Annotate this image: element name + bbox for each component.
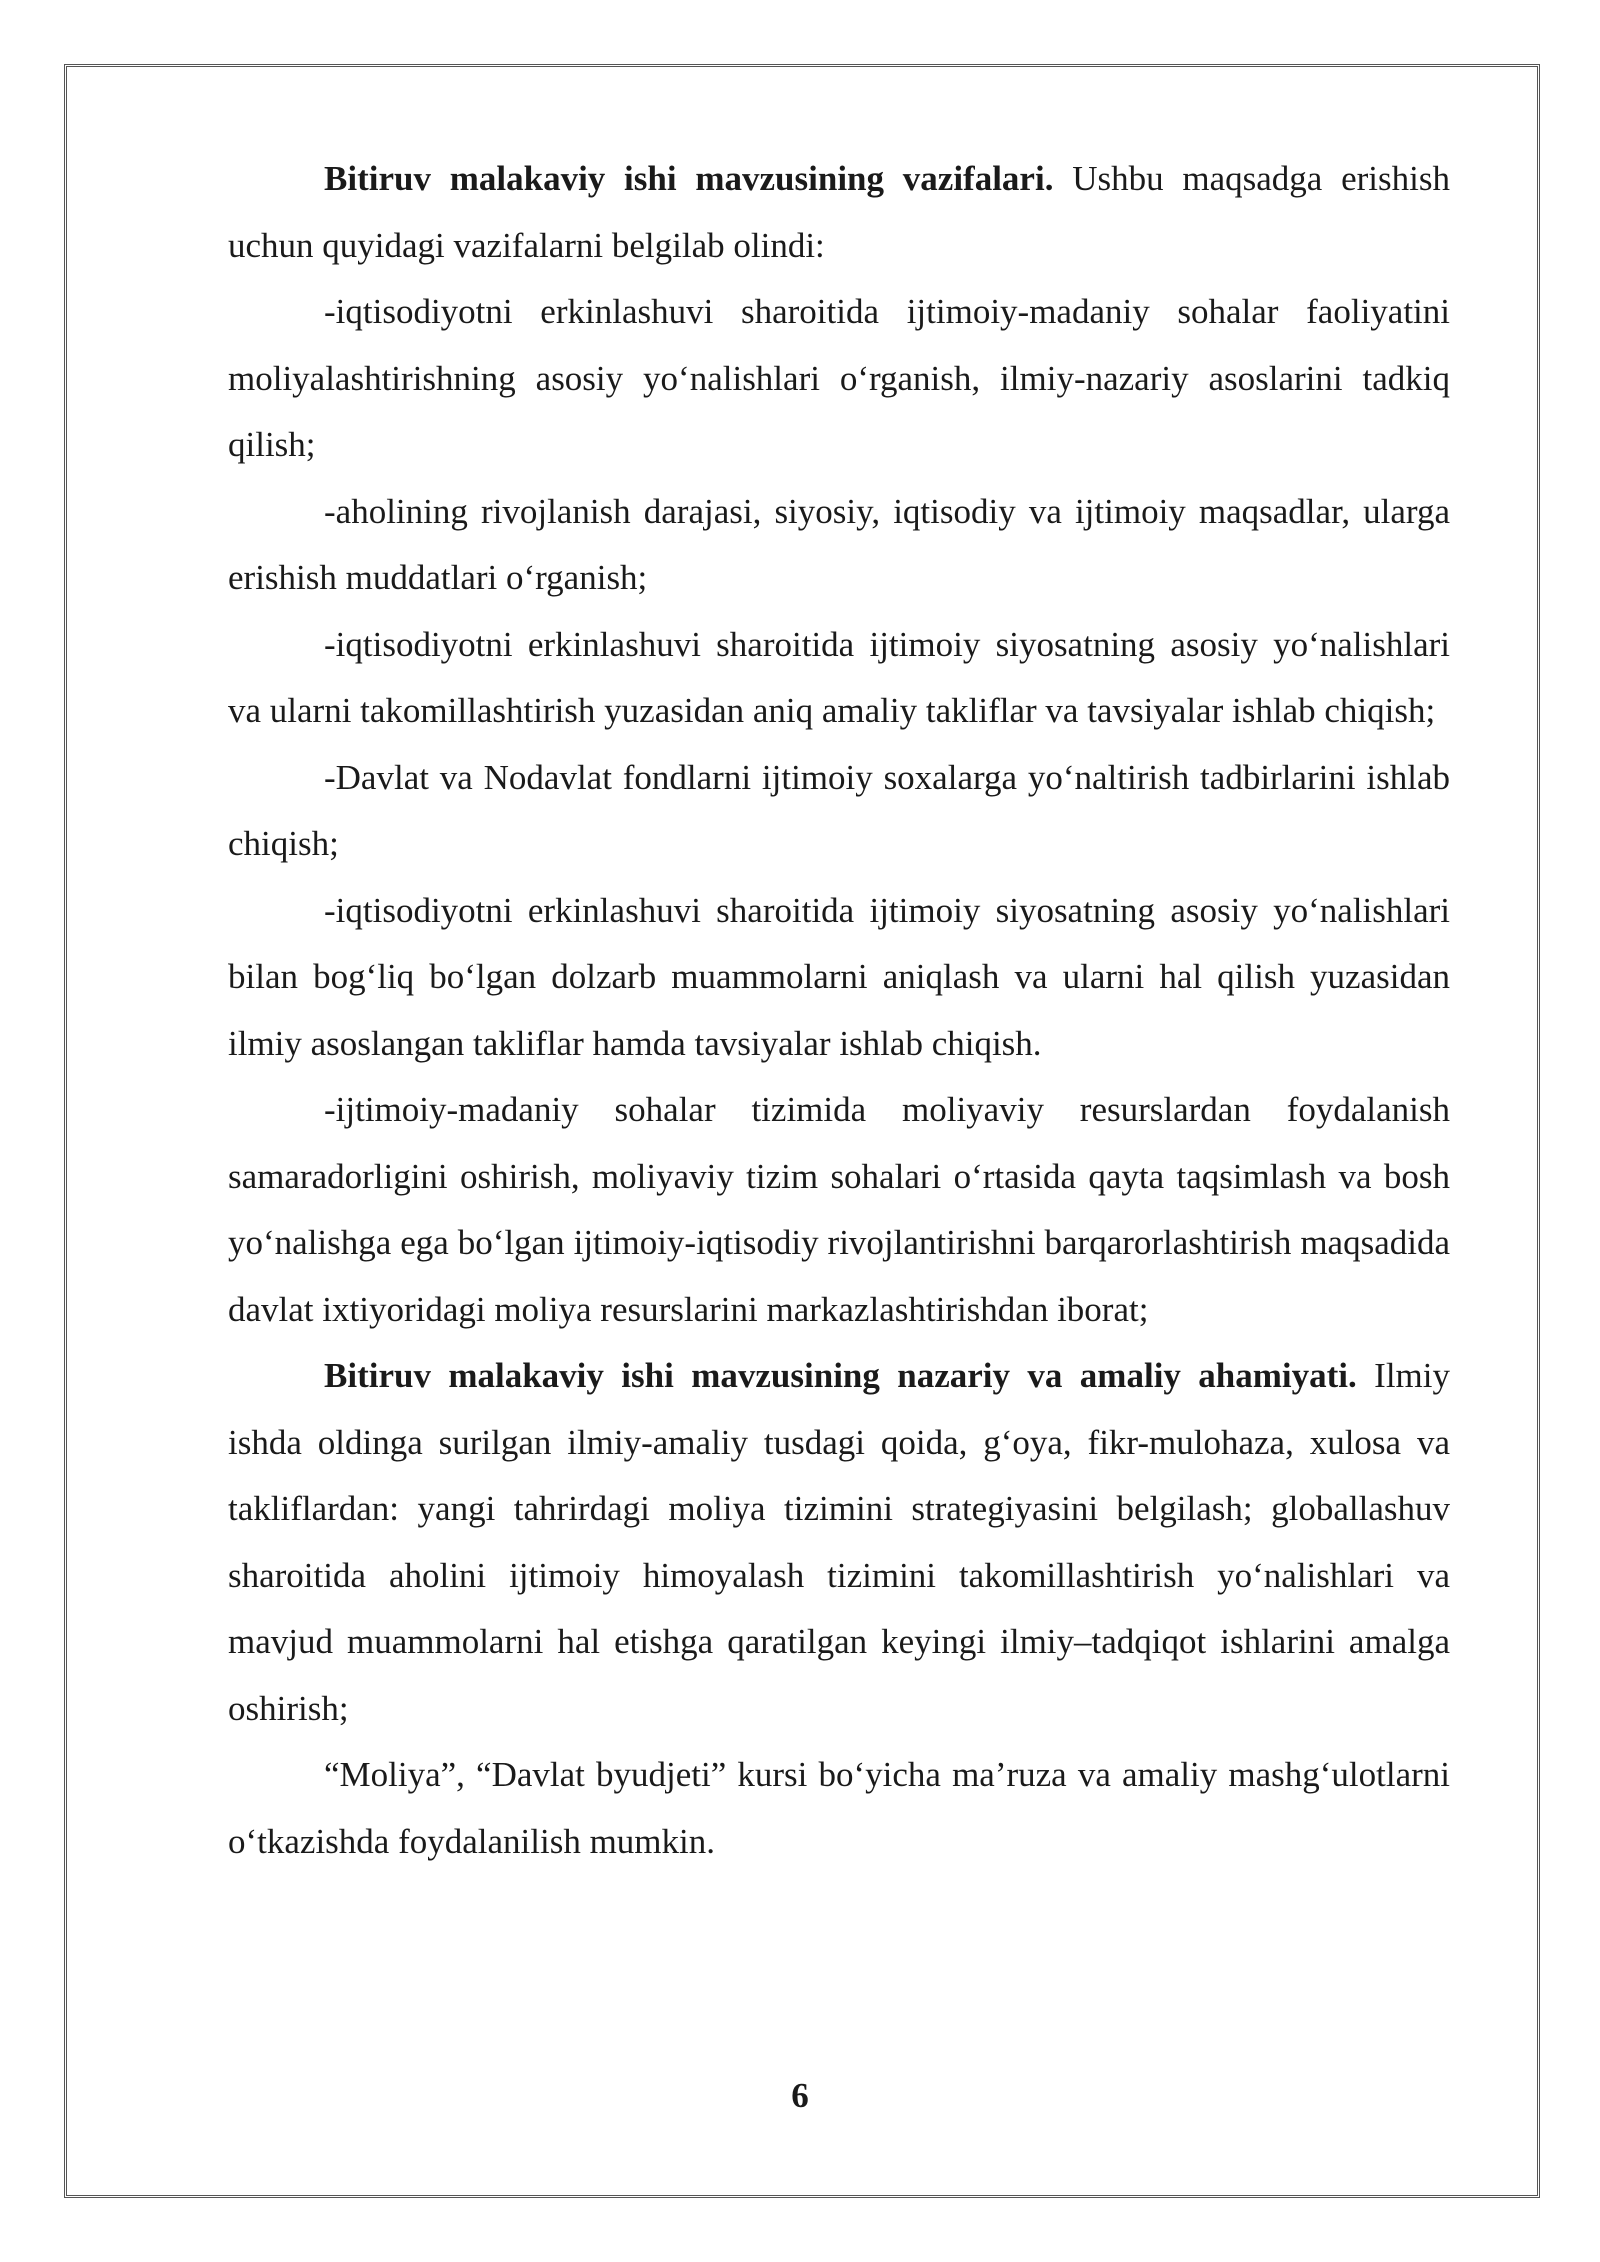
paragraph-task-item [228,479,1450,612]
document-body [228,146,1450,1875]
paragraph-usage [228,1742,1450,1875]
paragraph-task-item [228,1077,1450,1343]
paragraph-significance-heading [228,1343,1450,1742]
paragraph-text: -iqtisodiyotni erkinlashuvi sharoitida ijtimoiy siyosatning asosiy yo‘nalishlari bilan bog‘liq bo‘lgan dolzarb muammolarni aniqlash va ularni hal qilish yuzasidan ilmiy asoslangan takliflar hamda tavsiyalar ishlab chiqish. [228,890,1450,1063]
paragraph-text: “Moliya”, “Davlat byudjeti” kursi bo‘yicha ma’ruza va amaliy mashg‘ulotlarni o‘tkazishda foydalanilish mumkin. [228,1755,1450,1861]
paragraph-text: Ilmiy ishda oldinga surilgan ilmiy-amaliy tusdagi qoida, g‘oya, fikr-mulohaza, xulosa va takliflardan: yangi tahrirdagi moliya tizimini strategiyasini belgilash; globallashuv sharoitida aholini ijtimoiy himoyalash tizimini takomillashtirish yo‘nalishlari va mavjud muammolarni hal etishga qaratilgan keyingi ilmiy–tadqiqot ishlarini amalga oshirish; [228,1356,1450,1728]
paragraph-text: -iqtisodiyotni erkinlashuvi sharoitida ijtimoiy-madaniy sohalar faoliyatini moliyalashtirishning asosiy yo‘nalishlari o‘rganish, ilmiy-nazariy asoslarini tadkiq qilish; [228,292,1450,464]
paragraph-task-item [228,612,1450,745]
section-heading: Bitiruv malakaviy ishi mavzusining nazariy va amaliy ahamiyati. [324,1356,1357,1395]
page-number: 6 [791,2076,809,2115]
paragraph-text: -aholining rivojlanish darajasi, siyosiy, iqtisodiy va ijtimoiy maqsadlar, ularga erishish muddatlari o‘rganish; [228,491,1450,597]
section-heading: Bitiruv malakaviy ishi mavzusining vazifalari. [324,159,1054,198]
paragraph-text: -Davlat va Nodavlat fondlarni ijtimoiy soxalarga yo‘naltirish tadbirlarini ishlab chiqish; [228,757,1450,863]
paragraph-task-item [228,745,1450,878]
paragraph-text: Ushbu maqsadga erishish uchun quyidagi vazifalarni belgilab olindi: [228,159,1450,265]
paragraph-text: -iqtisodiyotni erkinlashuvi sharoitida ijtimoiy siyosatning asosiy yo‘nalishlari va ularni takomillashtirish yuzasidan aniq amaliy takliflar va tavsiyalar ishlab chiqish; [228,624,1450,730]
paragraph-task-item [228,279,1450,479]
paragraph-task-item [228,878,1450,1078]
paragraph-tasks-heading [228,146,1450,279]
paragraph-text: -ijtimoiy-madaniy sohalar tizimida moliyaviy resurslardan foydalanish samaradorligini oshirish, moliyaviy tizim sohalari o‘rtasida qayta taqsimlash va bosh yo‘nalishga ega bo‘lgan ijtimoiy-iqtisodiy rivojlantirishni barqarorlashtirish maqsadida davlat ixtiyoridagi moliya resurslarini markazlashtirishdan iborat; [228,1090,1450,1329]
